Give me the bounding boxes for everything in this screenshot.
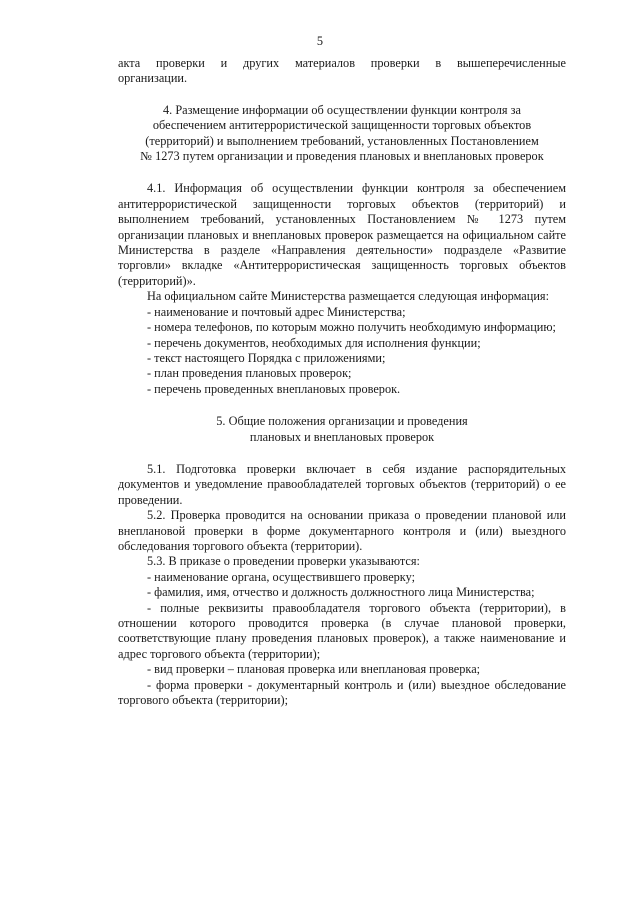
- paragraph-5-1: 5.1. Подготовка проверки включает в себя издание распорядительных документов и уведомление правообладателей торговых объектов (территорий) о ее проведении.: [118, 461, 566, 507]
- list-item: - форма проверки - документарный контроль и (или) выездное обследование торгового объекта (территории);: [118, 677, 566, 708]
- list-item: - план проведения плановых проверок;: [147, 366, 352, 381]
- page-number: 5: [316, 34, 324, 48]
- page-content: [118, 56, 566, 708]
- list-item: - перечень проведенных внеплановых проверок.: [147, 381, 401, 396]
- intro-line: организации.: [118, 71, 188, 86]
- list-item: - полные реквизиты правообладателя торгового объекта (территории), в отношении которого проводится проверка (в случае плановой проверки, соответствующие плану проведения плановых проверок), а также наименование и адрес торгового объекта (территории);: [118, 600, 566, 661]
- paragraph-5-2: 5.2. Проверка проводится на основании приказа о проведении плановой или внеплановой проверки в форме документарного контроля и (или) выездного обследования торгового объекта (территории).: [118, 508, 566, 553]
- list-item: - вид проверки – плановая проверка или внеплановая проверка;: [147, 662, 481, 677]
- heading-line: обеспечением антитеррористической защищенности торговых объектов: [152, 118, 532, 133]
- section-4-heading: [118, 103, 566, 165]
- intro-line: акта проверки и других материалов проверки в вышеперечисленные: [118, 56, 566, 70]
- list-item: - перечень документов, необходимых для исполнения функции;: [147, 335, 481, 350]
- section-5-heading: [118, 414, 566, 445]
- heading-line: плановых и внеплановых проверок: [249, 429, 435, 444]
- heading-line: 5. Общие положения организации и проведения: [216, 414, 468, 429]
- list-item: - номера телефонов, по которым можно получить необходимую информацию;: [147, 320, 556, 335]
- paragraph-site-info: На официальном сайте Министерства размещается следующая информация:: [147, 289, 550, 304]
- list-item: - фамилия, имя, отчество и должность должностного лица Министерства;: [147, 585, 535, 600]
- paragraph-4-1: 4.1. Информация об осуществлении функции контроля за обеспечением антитеррористической защищенности торговых объектов (территорий) и выполнением требований, установленных Постановлением № 1273 путем организации плановых и внеплановых проверок размещается на официальном сайте Министерства в разделе «Направления деятельности» подразделе «Развитие торговли» вкладке «Антитеррористическая защищенность торговых объектов (территорий)».: [118, 181, 566, 288]
- heading-line: (территорий) и выполнением требований, установленных Постановлением: [145, 133, 539, 148]
- heading-line: № 1273 путем организации и проведения плановых и внеплановых проверок: [140, 149, 544, 164]
- paragraph-5-3: 5.3. В приказе о проведении проверки указываются:: [147, 554, 420, 569]
- list-item: - наименование и почтовый адрес Министерства;: [147, 304, 406, 319]
- heading-line: 4. Размещение информации об осуществлении функции контроля за: [163, 102, 521, 117]
- list-item: - наименование органа, осуществившего проверку;: [147, 569, 416, 584]
- list-item: - текст настоящего Порядка с приложениями;: [147, 350, 386, 365]
